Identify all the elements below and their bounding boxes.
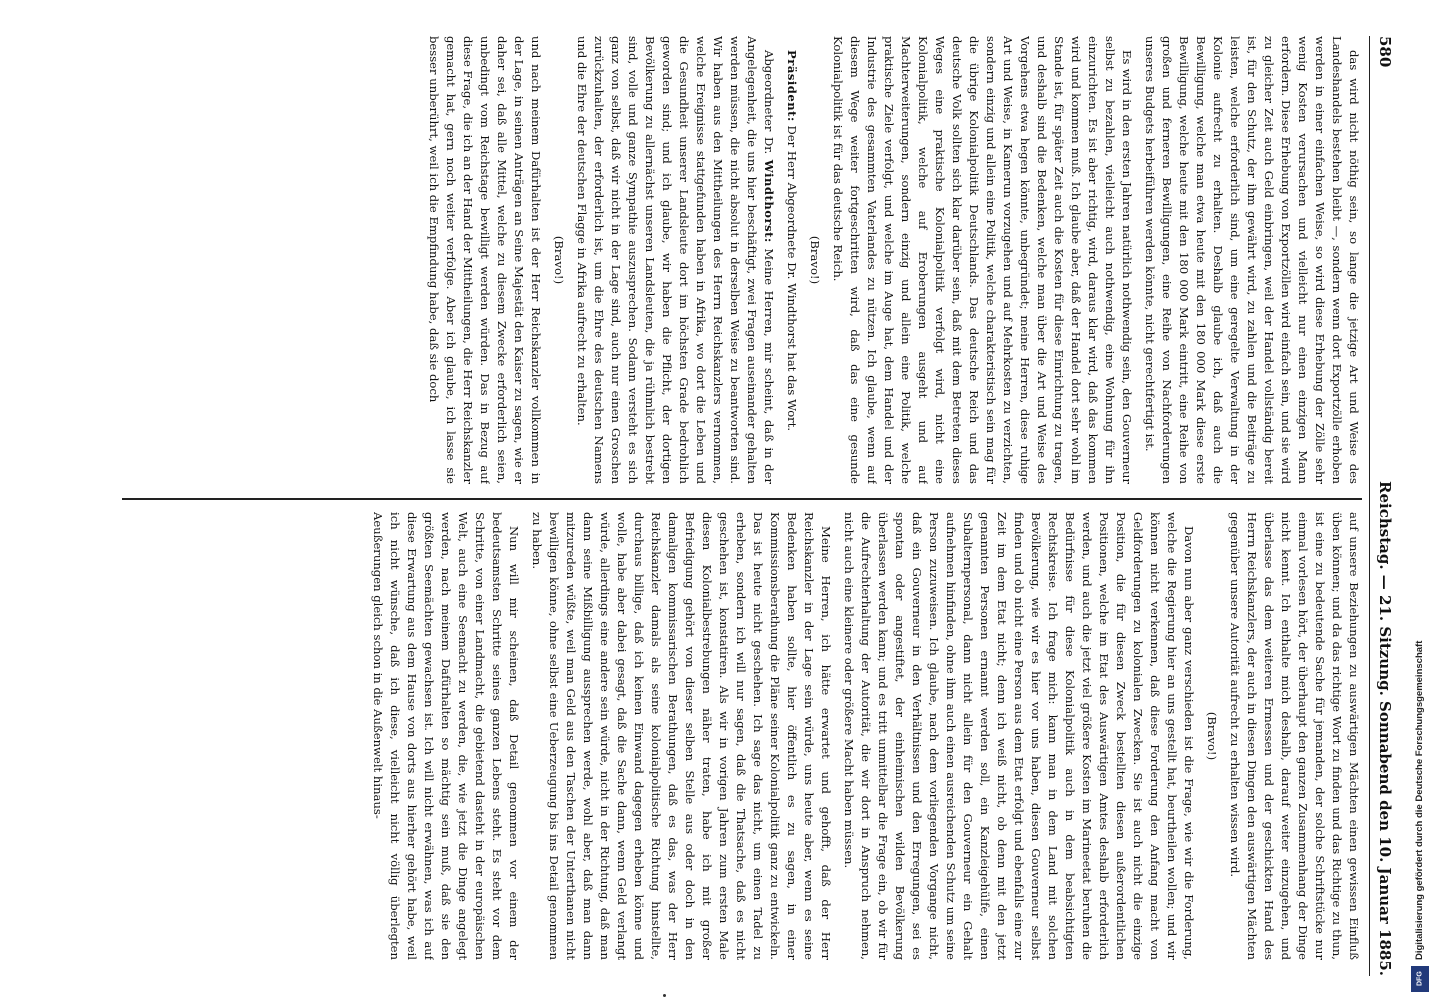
left-column [122,36,1362,484]
digitization-note [1412,80,1428,960]
speaker-intro: Abgeordneter Dr. [762,50,776,155]
president-label: Präsident: [785,50,799,122]
paragraph: das wird nicht nöthig sein, so lange die jetzige Art und Weise des Landeshandels bestehen bleibt —, sondern wenn dort Exportzölle erhoben werden in einer einfachen Weise, so wird diese Erhebung der Zölle sehr wenig Kosten verursachen und vielleicht nur einen einzigen Mann erfordern. Diese Erhebung von Exportzöllen wird einfach sein, und sie wird zu gleicher Zeit auch Geld einbringen, weil der Handel vollständig bereit ist, für den Schutz, der ihm gewährt wird, zu zahlen und die Beiträge zu leisten, welche erforderlich sind, um eine geregelte Verwaltung in der Kolonie aufrecht zu erhalten. Deshalb glaube ich, daß auch die Bewilligung, welche man etwa heute mit den 180 000 Mark diese erste Bewilligung, welche heute mit den 180 000 Mark eintritt, eine Reihe von großen und ferneren Bewilligungen, eine Reihe von Nachforderungen unseres Budgets herbeiführen werden könnte, nicht gerechtfertigt ist. [1143,36,1361,484]
page-number: 580 [1376,36,1394,68]
speech-text: Meine Herren, mir scheint, daß in der Angelegenheit, die uns hier beschäftigt, zwei Fragen auseinander gehalten werden müssen, die nicht absolut in derselben Weise zu beantworten sind. Wir haben aus den Mittheilungen des Herrn Reichskanzlers vernommen, welche Ereignisse stattgefunden haben in Afrika, wo dort die Leben und die Gesundheit unserer Landsleute dort im höchsten Grade bedrohlich geworden sind; und ich glaube, wir haben die Pflicht, der dortigen Bevölkerung zu allernächst unseren Landsleuten, die ja rühmlich bestrebt sind, volle und ganze Sympathie auszusprechen. Sodann versteht es sich ganz von selbst, daß wir nicht in der Lage sind, auch nur einen Groschen zurückzuhalten, der erforderlich ist, um die Ehre des deutschen Namens und die Ehre der deutschen Flagge in Afrika aufrecht zu erhalten. [575,36,776,484]
dfg-logo: DFG [1411,966,1429,992]
paragraph: Davon nun aber ganz verschieden ist die Frage, wie wir die Forderung, welche die Regierung hier an uns gestellt hat, beurtheilen wollen; und wir können nicht verkennen, daß diese Forderung den Anfang macht von Geldforderungen zu kolonialen Zwecken. Sie ist auch nicht die einzige Position, die für diesen Zweck bestellten diesen außerordentlichen Positionen, welche im Etat des Auswärtigen Amtes deshalb erforderlich werden, und auch die jetzt viel größere Kosten im Marineetat beruhen die Bedürfnisse für diese Kolonialpolitik auch in dem beabsichtigten Rechtskreise. Ich frage mich: kann man in dem Land mit solchen Bevölkerung, wie wir es hier vor uns haben, diesen Gouverneur selbst finden und ob nicht eine Person aus dem Etat erfolgt und ebenfalls eine zur Zeit im dem Etat nicht; denn ich weiß nicht, ob denn mit den jetzt genannten Personen ernannt werden soll, ein Kanzleigehülfe, einen Subalternpersonal, dann nicht allein für den Gouverneur ein Gehalt aufnehmen hinfinden, ohne ihm auch einen ausreichenden Schutz um seine Person zuzuweisen. Ich glaube, nach dem vorliegenden Vorgange nicht, daß ein Gouverneur in den Verhältnissen und den Erregungen, sei es spontan oder angestiftet, der einheimischen wilden Bevölkerung überlassen werden kann; und es tritt unmittelbar die Frage ein, ob wir für die Aufrechterhaltung der Autorität, die wir dort in Anspruch nehmen, nicht auch eine kleinere oder größere Macht haben müssen. [842,512,1196,960]
column-divider [122,498,1362,500]
paragraph: und nach meinem Dafürhalten ist der Herr Reichskanzler vollkommen in der Lage, in seinen Anträgen an Seine Majestät den Kaiser zu sagen, wie er daher sei, daß alle Mittel, welche zu diesem Zwecke erforderlich seien, unbedingt vom Reichstage bewilligt werden würden. Das in Bezug auf diese Frage, die ich an der Hand der Mittheilungen, die Herr Reichskanzler gemacht hat, gern noch weiter verfolge. Aber ich glaube, ich lasse sie besser unberührt, weil ich die Empfindung habe, daß sie doch [427,36,543,484]
page-header [1369,36,1400,976]
speaker-name: Windthorst: [762,159,776,243]
paragraph: Meine Herren, ich hätte erwartet und gehofft, daß der Herr Reichskanzler in der Lage sein würde, uns heute aber, wenn es seine Bedenken haben sollte, hier öffentlich es zu sagen, in einer Kommissionsberathung die Pläne seiner Kolonialpolitik ganz zu entwickeln. Das ist heute nicht geschehen. Ich sage das nicht, um einen Tadel zu erheben, sondern ich will nur sagen, daß die Thatsache, daß es nicht geschehen ist, konstatiren. Als wir in vorigen Jahren zum ersten Male diesen Kolonialbestrebungen näher traten, habe ich mit großer Befriedigung gehört von dieser selben Stelle aus oder doch in den damaligen kommissarischen Berathungen, daß es das, was der Herr Reichskanzler damals als seine kolonialpolitische Richtung hinstellte, durchaus billige, daß ich keinen Einwand dagegen erheben könne und wolle, habe aber dabei gesagt, daß die Sache dann, wenn Geld verlangt würde, allerdings eine andere sein würde, nicht in der Richtung, daß man dann seine Mißbilligung aussprechen werde, wohl aber, daß man dann mitzureden wüßte, weil man Geld aus den Taschen der Unterthanen nicht bewilligen könne, ohne selbst eine Ueberzeugung bis ins Detail genommen zu haben. [530,512,833,960]
header-title: Reichstag. — 21. Sitzung. Sonnabend den 10. Januar 1885. [1376,481,1394,976]
right-column [122,512,1362,960]
applause-note: (Bravo!) [552,235,566,285]
scan-speck [663,994,666,997]
paragraph: Es wird in den ersten Jahren natürlich nothwendig sein, den Gouverneur selbst zu bezahlen, vielleicht auch nothwendig, eine Wohnung für ihn einzurichten. Es ist aber richtig, wird, daraus klar wird, daß das kommen wird und kommen muß. Ich glaube aber, daß der Handel dort sehr wohl im Stande ist, für später Zeit auch die Kosten für diese Einrichtung zu tragen, und deshalb sind die Bedenken, welche man über die Art und Weise des Vorgehens etwa hegen könnte, unbegründet; meine Herren, diese ruhige Art und Weise, in Kamerun vorzugehen und auf Mehrkosten zu verzichten, sondern einzig und allein eine Politik, welche charakteristisch sein mag für die übrige Kolonialpolitik Deutschlands. Das deutsche Reich und das deutsche Volk sollten sich klar darüber sein, daß mit dem Betreten dieses Weges eine praktische Kolonialpolitik verfolgt wird, nicht eine Kolonialpolitik, welche auf Eroberungen ausgeht und auf Machterweiterungen, sondern einzig und allein eine Politik, welche praktische Ziele verfolgt, und welche im Auge hat, dem Handel und der Industrie des gesammten Vaterlandes zu nützen. Ich glaube, wenn auf diesem Wege weiter fortgeschritten wird, daß das eine gesunde Kolonialpolitik ist für das deutsche Reich. [831,36,1134,484]
rotated-page-content [108,36,1400,976]
digitization-note-text: Digitalisierung gefördert durch die Deutsche Forschungsgemeinschaft [1414,640,1425,960]
applause-note: (Bravo!) [1205,711,1219,761]
paragraph: Nun will mir scheinen, daß Detail genommen vor einem der bedeutsamsten Schritte seines ganzen Lebens steht. Es steht vor dem Schritte, von einer Landmacht, die gebietend dasteht in der europäischen Welt, auch eine Seemacht zu werden, die, wie jetzt die Dinge angelegt werden, nach meinem Dafürhalten so mächtig sein muß, daß sie den größten Seemächten gewachsen ist. Ich will nicht erwähnen, was ich auf diese Erwartung aus dem Hause von dorts aus hierher gehört habe, weil ich nicht wünsche, daß ich diese, vielleicht nicht völlig überlegten Aeußerungen gleich schon in die Außenwelt hinaus- [371,512,521,960]
applause-note: (Bravo!) [808,235,822,285]
president-text: Der Herr Abgeordnete Dr. Windthorst hat das Wort. [785,125,799,432]
paragraph: auf unsere Beziehungen zu auswärtigen Mächten einen gewissen Einfluß üben können; und da das richtige Wort zu finden und das Richtige zu thun, ist eine zu bedeutende Sache für jemanden, der solche Schriftstücke nur einmal vorlesen hört, der überhaupt den ganzen Zusammenhang der Dinge nicht kennt. Ich enthalte mich deshalb, darauf weiter einzugehen, und überlasse das dem weiteren Ermessen und der geschickten Hand des Herrn Reichskanzlers, der auch in diesen Dingen den auswärtigen Mächten gegenüber unsere Autorität aufrecht zu erhalten wissen wird. [1228,512,1361,960]
president-statement [783,36,800,484]
speech-paragraph [573,36,777,484]
